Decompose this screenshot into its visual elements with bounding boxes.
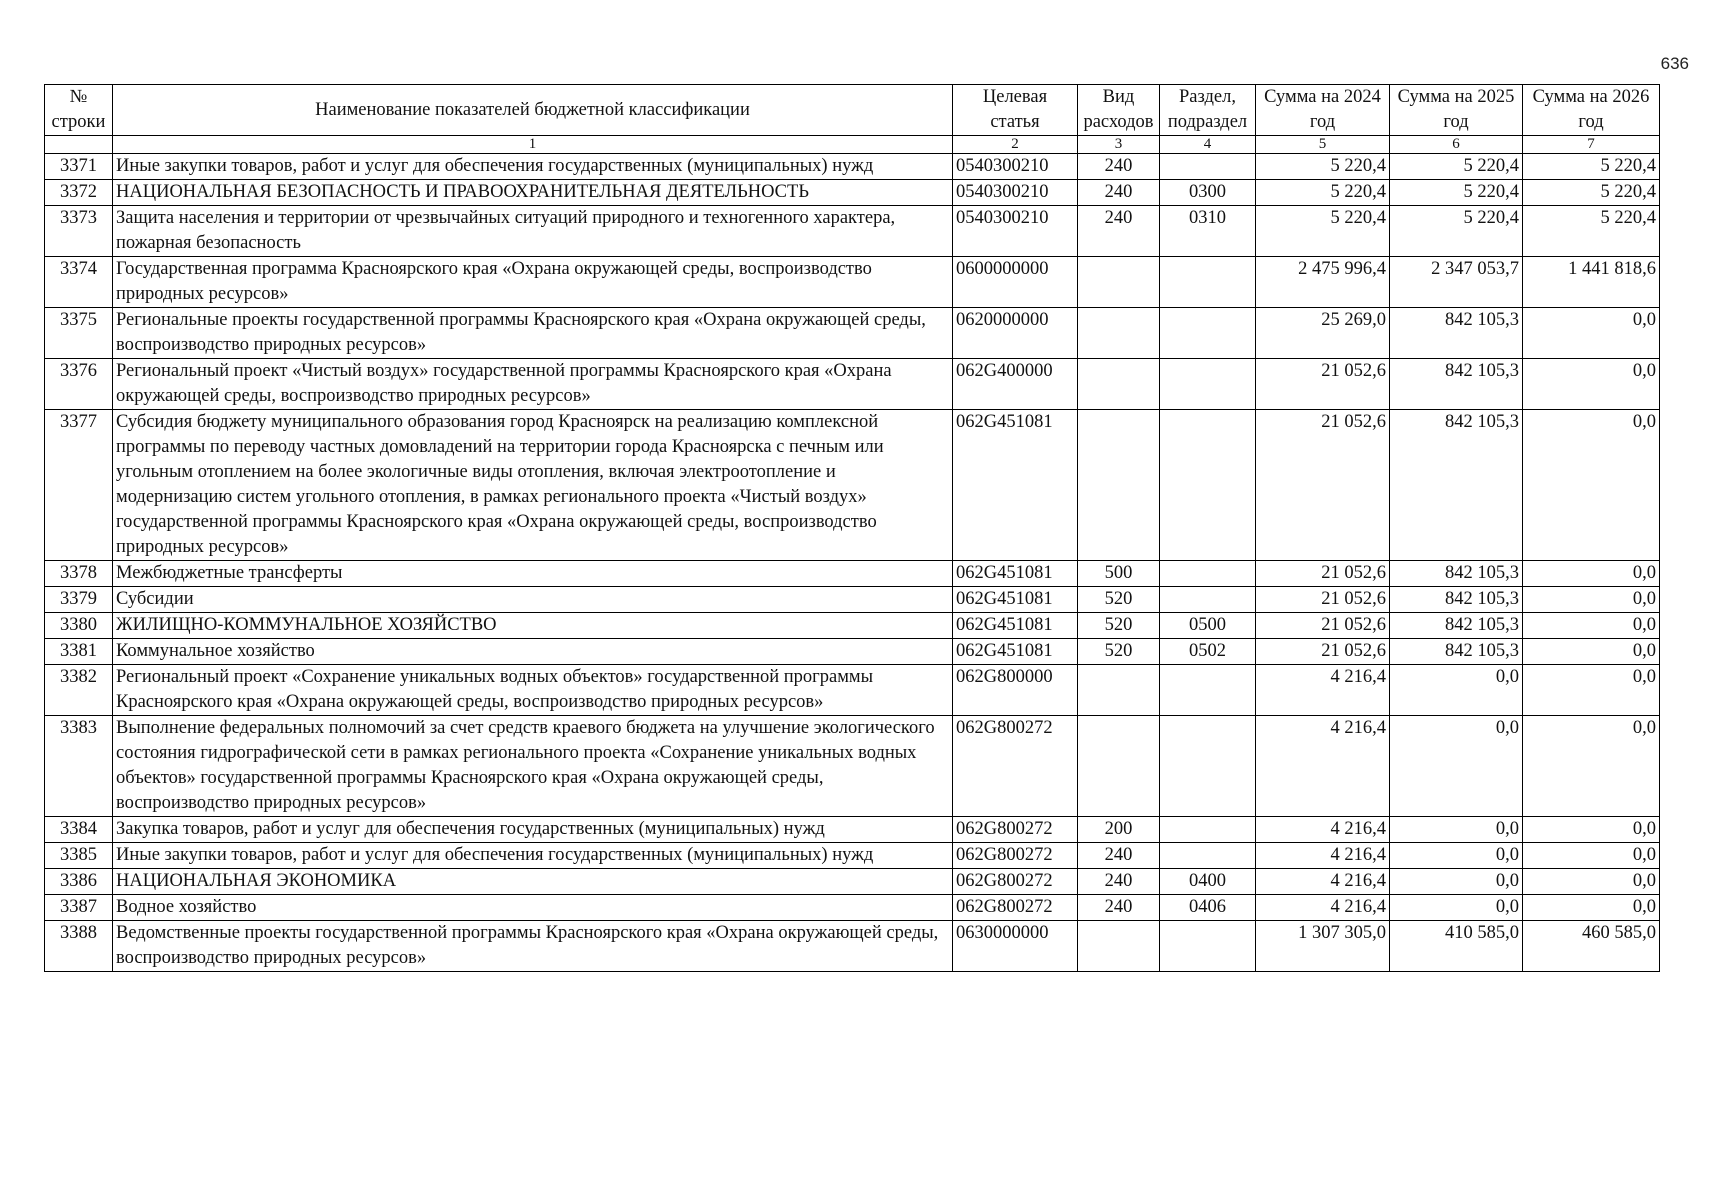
row-number-cell: 3381 xyxy=(45,639,113,665)
expense-type-cell: 240 xyxy=(1078,895,1160,921)
name-cell: Межбюджетные трансферты xyxy=(113,561,953,587)
target-article-cell: 062G400000 xyxy=(953,359,1078,410)
target-article-cell: 062G451081 xyxy=(953,639,1078,665)
sum-2025-cell: 2 347 053,7 xyxy=(1390,257,1523,308)
budget-table xyxy=(44,84,1660,972)
sum-2025-cell: 842 105,3 xyxy=(1390,587,1523,613)
row-number-cell: 3388 xyxy=(45,921,113,972)
expense-type-cell xyxy=(1078,921,1160,972)
expense-type-cell: 200 xyxy=(1078,817,1160,843)
column-number: 4 xyxy=(1160,136,1256,154)
sum-2025-cell: 842 105,3 xyxy=(1390,613,1523,639)
table-row xyxy=(45,613,1660,639)
expense-type-cell xyxy=(1078,257,1160,308)
expense-type-cell: 240 xyxy=(1078,843,1160,869)
name-cell: Водное хозяйство xyxy=(113,895,953,921)
header-sum-2024: Сумма на 2024 год xyxy=(1256,85,1390,136)
sum-2026-cell: 5 220,4 xyxy=(1523,180,1660,206)
header-row-number: № строки xyxy=(45,85,113,136)
target-article-cell: 0630000000 xyxy=(953,921,1078,972)
sum-2024-cell: 4 216,4 xyxy=(1256,716,1390,817)
header-sum-2025: Сумма на 2025 год xyxy=(1390,85,1523,136)
table-row xyxy=(45,561,1660,587)
target-article-cell: 062G800000 xyxy=(953,665,1078,716)
sum-2025-cell: 842 105,3 xyxy=(1390,308,1523,359)
sum-2026-cell: 1 441 818,6 xyxy=(1523,257,1660,308)
sum-2025-cell: 0,0 xyxy=(1390,895,1523,921)
name-cell: Региональный проект «Чистый воздух» государственной программы Красноярского края «Охрана окружающей среды, воспроизводство природных ресурсов» xyxy=(113,359,953,410)
sum-2024-cell: 21 052,6 xyxy=(1256,613,1390,639)
name-cell: Защита населения и территории от чрезвычайных ситуаций природного и техногенного характера, пожарная безопасность xyxy=(113,206,953,257)
sum-2026-cell: 5 220,4 xyxy=(1523,206,1660,257)
sum-2024-cell: 5 220,4 xyxy=(1256,180,1390,206)
row-number-cell: 3377 xyxy=(45,410,113,561)
expense-type-cell xyxy=(1078,716,1160,817)
sum-2026-cell: 0,0 xyxy=(1523,639,1660,665)
target-article-cell: 062G451081 xyxy=(953,613,1078,639)
sum-2026-cell: 0,0 xyxy=(1523,869,1660,895)
expense-type-cell: 520 xyxy=(1078,613,1160,639)
sum-2026-cell: 0,0 xyxy=(1523,895,1660,921)
section-cell: 0500 xyxy=(1160,613,1256,639)
page-number: 636 xyxy=(1660,54,1689,73)
table-row xyxy=(45,665,1660,716)
name-cell: Государственная программа Красноярского края «Охрана окружающей среды, воспроизводство природных ресурсов» xyxy=(113,257,953,308)
table-row xyxy=(45,843,1660,869)
table-row xyxy=(45,587,1660,613)
sum-2024-cell: 21 052,6 xyxy=(1256,410,1390,561)
target-article-cell: 0540300210 xyxy=(953,154,1078,180)
expense-type-cell: 240 xyxy=(1078,869,1160,895)
name-cell: Субсидии xyxy=(113,587,953,613)
name-cell: НАЦИОНАЛЬНАЯ БЕЗОПАСНОСТЬ И ПРАВООХРАНИТЕЛЬНАЯ ДЕЯТЕЛЬНОСТЬ xyxy=(113,180,953,206)
row-number-cell: 3386 xyxy=(45,869,113,895)
target-article-cell: 0540300210 xyxy=(953,180,1078,206)
name-cell: Иные закупки товаров, работ и услуг для обеспечения государственных (муниципальных) нужд xyxy=(113,843,953,869)
sum-2024-cell: 4 216,4 xyxy=(1256,869,1390,895)
sum-2026-cell: 0,0 xyxy=(1523,561,1660,587)
sum-2026-cell: 0,0 xyxy=(1523,359,1660,410)
section-cell xyxy=(1160,308,1256,359)
expense-type-cell xyxy=(1078,359,1160,410)
sum-2025-cell: 410 585,0 xyxy=(1390,921,1523,972)
sum-2025-cell: 842 105,3 xyxy=(1390,561,1523,587)
table-row xyxy=(45,817,1660,843)
target-article-cell: 062G800272 xyxy=(953,817,1078,843)
column-number xyxy=(45,136,113,154)
column-number-row xyxy=(45,136,1660,154)
sum-2024-cell: 5 220,4 xyxy=(1256,154,1390,180)
name-cell: Ведомственные проекты государственной программы Красноярского края «Охрана окружающей среды, воспроизводство природных ресурсов» xyxy=(113,921,953,972)
name-cell: Региональный проект «Сохранение уникальных водных объектов» государственной программы Красноярского края «Охрана окружающей среды, воспроизводство природных ресурсов» xyxy=(113,665,953,716)
name-cell: Субсидия бюджету муниципального образования город Красноярск на реализацию комплексной программы по переводу частных домовладений на территории города Красноярска с печным или угольным отоплением на более экологичные виды отопления, включая электроотопление и модернизацию систем угольного отопления, в рамках регионального проекта «Чистый воздух» государственной программы Красноярского края «Охрана окружающей среды, воспроизводство природных ресурсов» xyxy=(113,410,953,561)
expense-type-cell: 500 xyxy=(1078,561,1160,587)
sum-2024-cell: 4 216,4 xyxy=(1256,665,1390,716)
table-row xyxy=(45,154,1660,180)
row-number-cell: 3373 xyxy=(45,206,113,257)
row-number-cell: 3382 xyxy=(45,665,113,716)
sum-2026-cell: 0,0 xyxy=(1523,843,1660,869)
table-row xyxy=(45,206,1660,257)
row-number-cell: 3374 xyxy=(45,257,113,308)
section-cell: 0406 xyxy=(1160,895,1256,921)
header-section: Раздел, подраздел xyxy=(1160,85,1256,136)
sum-2024-cell: 4 216,4 xyxy=(1256,895,1390,921)
row-number-cell: 3378 xyxy=(45,561,113,587)
row-number-cell: 3380 xyxy=(45,613,113,639)
target-article-cell: 062G800272 xyxy=(953,843,1078,869)
section-cell xyxy=(1160,257,1256,308)
section-cell: 0502 xyxy=(1160,639,1256,665)
expense-type-cell xyxy=(1078,665,1160,716)
section-cell xyxy=(1160,359,1256,410)
sum-2025-cell: 0,0 xyxy=(1390,665,1523,716)
row-number-cell: 3372 xyxy=(45,180,113,206)
sum-2024-cell: 5 220,4 xyxy=(1256,206,1390,257)
name-cell: Региональные проекты государственной программы Красноярского края «Охрана окружающей среды, воспроизводство природных ресурсов» xyxy=(113,308,953,359)
name-cell: ЖИЛИЩНО-КОММУНАЛЬНОЕ ХОЗЯЙСТВО xyxy=(113,613,953,639)
sum-2025-cell: 0,0 xyxy=(1390,817,1523,843)
sum-2024-cell: 21 052,6 xyxy=(1256,359,1390,410)
sum-2026-cell: 0,0 xyxy=(1523,410,1660,561)
table-row xyxy=(45,257,1660,308)
table-row xyxy=(45,180,1660,206)
name-cell: Закупка товаров, работ и услуг для обеспечения государственных (муниципальных) нужд xyxy=(113,817,953,843)
sum-2025-cell: 0,0 xyxy=(1390,869,1523,895)
header-name: Наименование показателей бюджетной классификации xyxy=(113,85,953,136)
expense-type-cell xyxy=(1078,308,1160,359)
table-row xyxy=(45,921,1660,972)
name-cell: Иные закупки товаров, работ и услуг для обеспечения государственных (муниципальных) нужд xyxy=(113,154,953,180)
section-cell xyxy=(1160,154,1256,180)
row-number-cell: 3379 xyxy=(45,587,113,613)
sum-2024-cell: 25 269,0 xyxy=(1256,308,1390,359)
table-row xyxy=(45,410,1660,561)
sum-2025-cell: 0,0 xyxy=(1390,716,1523,817)
target-article-cell: 0620000000 xyxy=(953,308,1078,359)
section-cell xyxy=(1160,665,1256,716)
table-row xyxy=(45,359,1660,410)
target-article-cell: 0540300210 xyxy=(953,206,1078,257)
row-number-cell: 3376 xyxy=(45,359,113,410)
sum-2024-cell: 4 216,4 xyxy=(1256,843,1390,869)
expense-type-cell: 240 xyxy=(1078,206,1160,257)
sum-2025-cell: 5 220,4 xyxy=(1390,206,1523,257)
sum-2024-cell: 21 052,6 xyxy=(1256,587,1390,613)
column-number: 6 xyxy=(1390,136,1523,154)
header-target-article: Целевая статья xyxy=(953,85,1078,136)
expense-type-cell: 240 xyxy=(1078,180,1160,206)
name-cell: НАЦИОНАЛЬНАЯ ЭКОНОМИКА xyxy=(113,869,953,895)
row-number-cell: 3385 xyxy=(45,843,113,869)
section-cell xyxy=(1160,561,1256,587)
section-cell xyxy=(1160,817,1256,843)
section-cell xyxy=(1160,843,1256,869)
column-number: 7 xyxy=(1523,136,1660,154)
name-cell: Выполнение федеральных полномочий за счет средств краевого бюджета на улучшение экологического состояния гидрографической сети в рамках регионального проекта «Сохранение уникальных водных объектов» государственной программы Красноярского края «Охрана окружающей среды, воспроизводство природных ресурсов» xyxy=(113,716,953,817)
sum-2024-cell: 4 216,4 xyxy=(1256,817,1390,843)
target-article-cell: 062G800272 xyxy=(953,716,1078,817)
sum-2026-cell: 0,0 xyxy=(1523,613,1660,639)
row-number-cell: 3371 xyxy=(45,154,113,180)
sum-2024-cell: 21 052,6 xyxy=(1256,561,1390,587)
table-row xyxy=(45,895,1660,921)
target-article-cell: 062G800272 xyxy=(953,895,1078,921)
row-number-cell: 3387 xyxy=(45,895,113,921)
sum-2026-cell: 460 585,0 xyxy=(1523,921,1660,972)
section-cell xyxy=(1160,921,1256,972)
section-cell: 0310 xyxy=(1160,206,1256,257)
sum-2025-cell: 5 220,4 xyxy=(1390,180,1523,206)
table-row xyxy=(45,639,1660,665)
section-cell: 0300 xyxy=(1160,180,1256,206)
sum-2025-cell: 5 220,4 xyxy=(1390,154,1523,180)
column-number: 5 xyxy=(1256,136,1390,154)
sum-2026-cell: 5 220,4 xyxy=(1523,154,1660,180)
sum-2026-cell: 0,0 xyxy=(1523,587,1660,613)
table-row xyxy=(45,308,1660,359)
table-row xyxy=(45,869,1660,895)
sum-2026-cell: 0,0 xyxy=(1523,308,1660,359)
column-number: 2 xyxy=(953,136,1078,154)
expense-type-cell: 520 xyxy=(1078,639,1160,665)
sum-2025-cell: 842 105,3 xyxy=(1390,359,1523,410)
expense-type-cell xyxy=(1078,410,1160,561)
expense-type-cell: 240 xyxy=(1078,154,1160,180)
header-sum-2026: Сумма на 2026 год xyxy=(1523,85,1660,136)
column-number: 1 xyxy=(113,136,953,154)
sum-2026-cell: 0,0 xyxy=(1523,817,1660,843)
column-number: 3 xyxy=(1078,136,1160,154)
header-expense-type: Вид расходов xyxy=(1078,85,1160,136)
sum-2025-cell: 0,0 xyxy=(1390,843,1523,869)
section-cell: 0400 xyxy=(1160,869,1256,895)
target-article-cell: 062G451081 xyxy=(953,410,1078,561)
table-body xyxy=(45,154,1660,972)
row-number-cell: 3384 xyxy=(45,817,113,843)
section-cell xyxy=(1160,410,1256,561)
target-article-cell: 062G800272 xyxy=(953,869,1078,895)
section-cell xyxy=(1160,587,1256,613)
sum-2025-cell: 842 105,3 xyxy=(1390,410,1523,561)
sum-2024-cell: 1 307 305,0 xyxy=(1256,921,1390,972)
sum-2025-cell: 842 105,3 xyxy=(1390,639,1523,665)
row-number-cell: 3383 xyxy=(45,716,113,817)
table-row xyxy=(45,716,1660,817)
target-article-cell: 0600000000 xyxy=(953,257,1078,308)
expense-type-cell: 520 xyxy=(1078,587,1160,613)
row-number-cell: 3375 xyxy=(45,308,113,359)
sum-2026-cell: 0,0 xyxy=(1523,665,1660,716)
target-article-cell: 062G451081 xyxy=(953,587,1078,613)
name-cell: Коммунальное хозяйство xyxy=(113,639,953,665)
section-cell xyxy=(1160,716,1256,817)
sum-2024-cell: 2 475 996,4 xyxy=(1256,257,1390,308)
target-article-cell: 062G451081 xyxy=(953,561,1078,587)
sum-2026-cell: 0,0 xyxy=(1523,716,1660,817)
sum-2024-cell: 21 052,6 xyxy=(1256,639,1390,665)
